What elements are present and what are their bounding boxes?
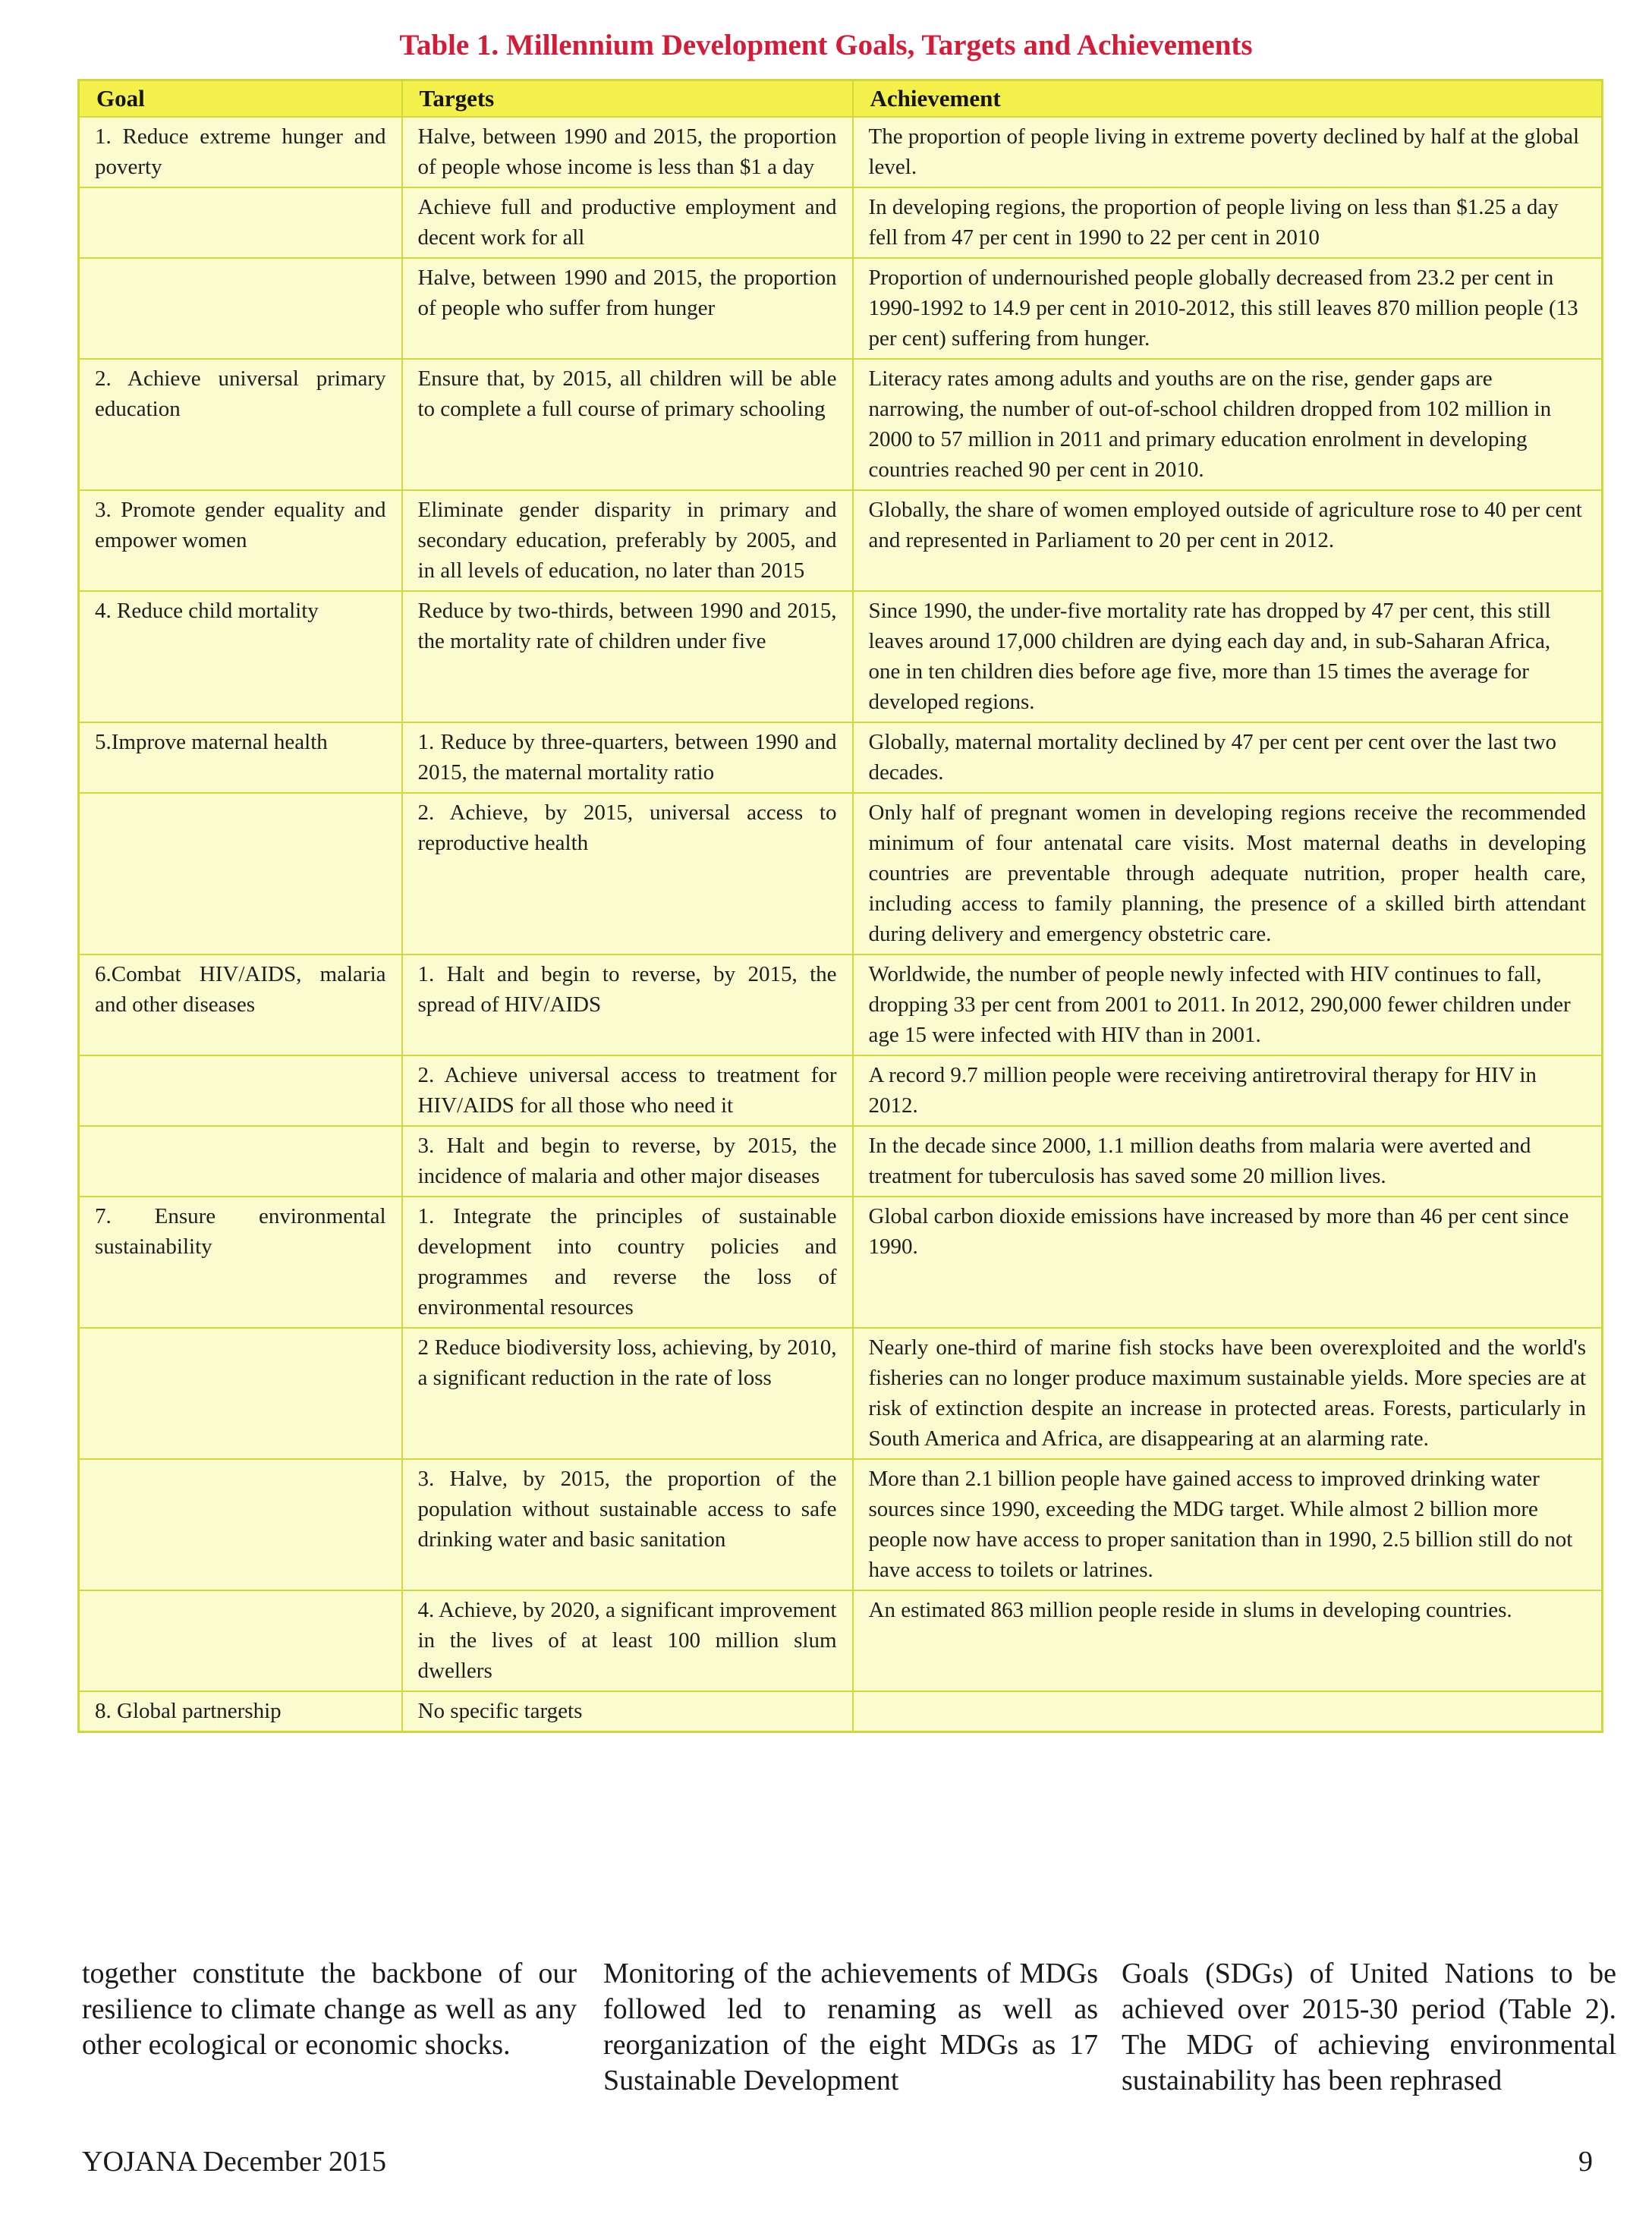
table-row xyxy=(79,793,1603,955)
goal-cell: 7. Ensure environmental sustainability xyxy=(79,1197,402,1328)
target-cell: 4. Achieve, by 2020, a significant improvement in the lives of at least 100 million slum dwellers xyxy=(402,1590,853,1691)
achievement-cell: In the decade since 2000, 1.1 million deaths from malaria were averted and treatment for tuberculosis has saved some 20 million lives. xyxy=(853,1126,1603,1197)
body-column-3: Goals (SDGs) of United Nations to be achieved over 2015-30 period (Table 2). The MDG of achieving environmental sustainability has been rephrased xyxy=(1122,1958,1616,2096)
target-cell: 1. Reduce by three-quarters, between 1990 and 2015, the maternal mortality ratio xyxy=(402,722,853,793)
table-row xyxy=(79,1328,1603,1459)
achievement-cell: Worldwide, the number of people newly infected with HIV continues to fall, dropping 33 per cent from 2001 to 2011. In 2012, 290,000 fewer children under age 15 were infected with HIV than in 2001. xyxy=(853,955,1603,1055)
goal-cell xyxy=(79,1590,402,1691)
goal-cell: 5.Improve maternal health xyxy=(79,722,402,793)
goal-cell: 4. Reduce child mortality xyxy=(79,591,402,722)
mdg-table xyxy=(77,79,1603,1733)
page-number: 9 xyxy=(1578,2146,1593,2178)
target-cell: 3. Halve, by 2015, the proportion of the population without sustainable access to safe drinking water and basic sanitation xyxy=(402,1459,853,1590)
goal-cell: 1. Reduce extreme hunger and poverty xyxy=(79,117,402,187)
header-targets: Targets xyxy=(402,80,853,118)
achievement-cell: Global carbon dioxide emissions have increased by more than 46 per cent since 1990. xyxy=(853,1197,1603,1328)
table-row xyxy=(79,359,1603,490)
table-row xyxy=(79,1197,1603,1328)
goal-cell xyxy=(79,1328,402,1459)
table-row xyxy=(79,117,1603,187)
goal-cell xyxy=(79,1055,402,1126)
target-cell: Halve, between 1990 and 2015, the proportion of people whose income is less than $1 a day xyxy=(402,117,853,187)
achievement-cell: The proportion of people living in extreme poverty declined by half at the global level. xyxy=(853,117,1603,187)
body-column-1: together constitute the backbone of our resilience to climate change as well as any other ecological or economic shocks. xyxy=(82,1958,577,2061)
table-row xyxy=(79,591,1603,722)
achievement-cell: Proportion of undernourished people globally decreased from 23.2 per cent in 1990-1992 to 14.9 per cent in 2010-2012, this still leaves 870 million people (13 per cent) suffering from hunger. xyxy=(853,258,1603,359)
achievement-cell: In developing regions, the proportion of people living on less than $1.25 a day fell from 47 per cent in 1990 to 22 per cent in 2010 xyxy=(853,187,1603,258)
goal-cell xyxy=(79,187,402,258)
target-cell: No specific targets xyxy=(402,1691,853,1732)
goal-cell: 3. Promote gender equality and empower women xyxy=(79,490,402,591)
achievement-cell: Globally, maternal mortality declined by 47 per cent per cent over the last two decades. xyxy=(853,722,1603,793)
achievement-cell: More than 2.1 billion people have gained access to improved drinking water sources since 1990, exceeding the MDG target. While almost 2 billion more people now have access to proper sanitation than in 1990, 2.5 billion still do not have access to toilets or latrines. xyxy=(853,1459,1603,1590)
target-cell: 2 Reduce biodiversity loss, achieving, by 2010, a significant reduction in the rate of loss xyxy=(402,1328,853,1459)
target-cell: 3. Halt and begin to reverse, by 2015, the incidence of malaria and other major diseases xyxy=(402,1126,853,1197)
achievement-cell xyxy=(853,1691,1603,1732)
table-header-row xyxy=(79,80,1603,118)
target-cell: 2. Achieve, by 2015, universal access to reproductive health xyxy=(402,793,853,955)
goal-cell xyxy=(79,793,402,955)
table-row xyxy=(79,490,1603,591)
target-cell: 1. Halt and begin to reverse, by 2015, the spread of HIV/AIDS xyxy=(402,955,853,1055)
table-row xyxy=(79,258,1603,359)
target-cell: 2. Achieve universal access to treatment for HIV/AIDS for all those who need it xyxy=(402,1055,853,1126)
table-row xyxy=(79,722,1603,793)
goal-cell: 2. Achieve universal primary education xyxy=(79,359,402,490)
achievement-cell: Globally, the share of women employed outside of agriculture rose to 40 per cent and represented in Parliament to 20 per cent in 2012. xyxy=(853,490,1603,591)
table-row xyxy=(79,1126,1603,1197)
achievement-cell: Literacy rates among adults and youths are on the rise, gender gaps are narrowing, the number of out-of-school children dropped from 102 million in 2000 to 57 million in 2011 and primary education enrolment in developing countries reached 90 per cent in 2010. xyxy=(853,359,1603,490)
table-row xyxy=(79,187,1603,258)
target-cell: Achieve full and productive employment and decent work for all xyxy=(402,187,853,258)
goal-cell xyxy=(79,1459,402,1590)
magazine-footer: YOJANA December 2015 xyxy=(82,2146,387,2178)
achievement-cell: A record 9.7 million people were receiving antiretroviral therapy for HIV in 2012. xyxy=(853,1055,1603,1126)
goal-cell xyxy=(79,1126,402,1197)
target-cell: Eliminate gender disparity in primary and secondary education, preferably by 2005, and in all levels of education, no later than 2015 xyxy=(402,490,853,591)
goal-cell: 6.Combat HIV/AIDS, malaria and other diseases xyxy=(79,955,402,1055)
table-row xyxy=(79,1691,1603,1732)
goal-cell xyxy=(79,258,402,359)
table-row xyxy=(79,1590,1603,1691)
achievement-cell: Nearly one-third of marine fish stocks have been overexploited and the world's fisheries can no longer produce maximum sustainable yields. More species are at risk of extinction despite an increase in protected areas. Forests, particularly in South America and Africa, are disappearing at an alarming rate. xyxy=(853,1328,1603,1459)
header-achievement: Achievement xyxy=(853,80,1603,118)
target-cell: Ensure that, by 2015, all children will be able to complete a full course of primary schooling xyxy=(402,359,853,490)
table-row xyxy=(79,1459,1603,1590)
goal-cell: 8. Global partnership xyxy=(79,1691,402,1732)
table-row xyxy=(79,955,1603,1055)
target-cell: Halve, between 1990 and 2015, the proportion of people who suffer from hunger xyxy=(402,258,853,359)
target-cell: 1. Integrate the principles of sustainable development into country policies and programmes and reverse the loss of environmental resources xyxy=(402,1197,853,1328)
achievement-cell: Only half of pregnant women in developing regions receive the recommended minimum of four antenatal care visits. Most maternal deaths in developing countries are preventable through adequate nutrition, proper health care, including access to family planning, the presence of a skilled birth attendant during delivery and emergency obstetric care. xyxy=(853,793,1603,955)
body-column-2: Monitoring of the achievements of MDGs followed led to renaming as well as reorganization of the eight MDGs as 17 Sustainable Development xyxy=(603,1958,1098,2096)
table-row xyxy=(79,1055,1603,1126)
table-title: Table 1. Millennium Development Goals, Targets and Achievements xyxy=(399,29,1253,61)
achievement-cell: Since 1990, the under-five mortality rate has dropped by 47 per cent, this still leaves around 17,000 children are dying each day and, in sub-Saharan Africa, one in ten children dies before age five, more than 15 times the average for developed regions. xyxy=(853,591,1603,722)
target-cell: Reduce by two-thirds, between 1990 and 2015, the mortality rate of children under five xyxy=(402,591,853,722)
header-goal: Goal xyxy=(79,80,402,118)
achievement-cell: An estimated 863 million people reside in slums in developing countries. xyxy=(853,1590,1603,1691)
